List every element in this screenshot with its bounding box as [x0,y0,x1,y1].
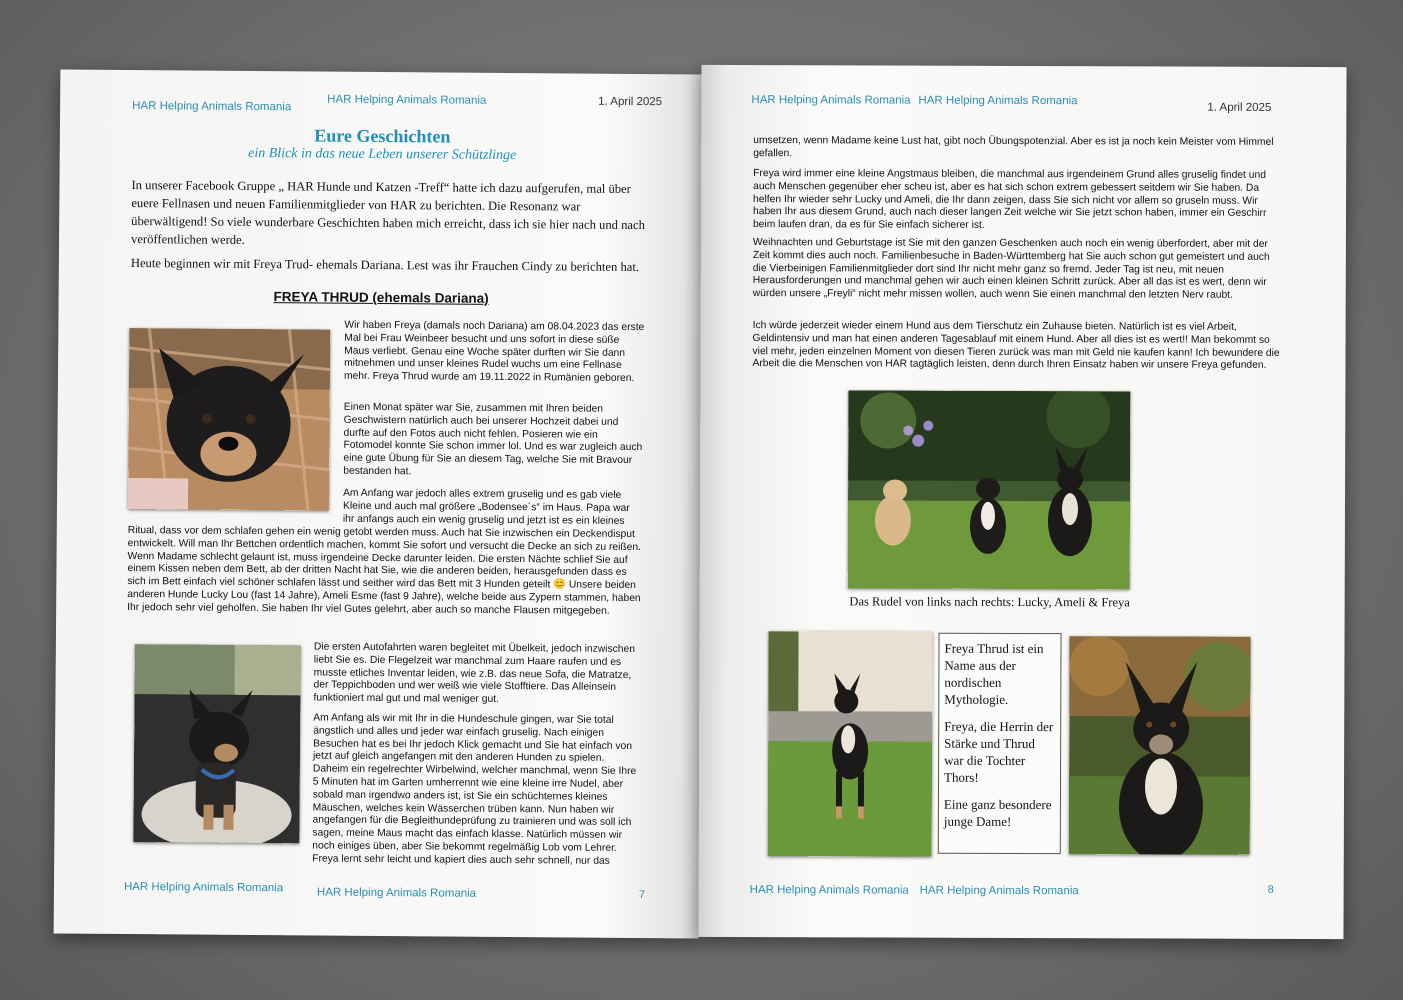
info-box-text-3: Eine ganz besondere junge Dame! [943,796,1052,829]
left-page [54,69,706,938]
right-paragraph-2: Freya wird immer eine kleine Angstmaus bleiben, die manchmal aus irgendeinem Grund alles gruselig findet und auch Menschen gegenüber eher scheu ist, aber es hat sich schon extrem gebessert seitdem wir Sie haben. Da helfen Ihr wieder sehr Lucky und Ameli, die Ihr dann zeigen, dass Sie sich nicht vor allem so gruseln muss. Wir haben Ihr aus diesem Grund, auch nach dieser langen Zeit welche wir Sie jetzt schon haben, immer ein Geschirr beim laufen dran, da es für Sie einfach sicherer ist. [752,168,1267,232]
story-paragraph-2: Einen Monat später war Sie, zusammen mit Ihren beiden Geschwistern natürlich auch bei unserer Hochzeit dabei und durfte auf den Fotos auch nicht fehlen. Posieren wie ein Fotomodel konnte Sie schon immer lol. Und es war zugleich auch eine gute Übung für Sie an diesem Tag, welche Sie mit Bravour bestanden hat. [343,401,643,478]
page-subtitle: ein Blick in das neue Leben unserer Schützlinge [248,145,517,164]
right-paragraph-4: Ich würde jederzeit wieder einem Hund aus dem Tierschutz ein Zuhause bieten. Natürlich ist es viel Arbeit, Geldintensiv und man hat einen anderen Tagesablauf mit einem Hund. Aber all dies ist es wert!! Man bekommt so viel mehr, jeden einzelnen Moment von diesen Tieren zurück was man mit Geld nie kaufen kann! Ich bewundere die Arbeit die die Menschen von HAR tagtäglich leisten, denn durch Ihren Einsatz haben wir unsere Freya gefunden. [752,320,1280,372]
story-paragraph-3b: Ritual, dass vor dem schlafen gehen ein wenig getobt werden muss. Auch hat Sie inzwischen ein Deckendisput entwickelt. Will man Ihr Bettchen ordentlich machen, kommt Sie sofort und versucht die Decke an sich zu reißen. Wenn Madame schlecht gelaunt ist, muss irgendeine Decke darunter leiden. Die ersten Nächte schlief Sie auf einem Kissen neben dem Bett, ab der dritten Nacht hat Sie, wie die anderen beiden, herausgefunden dass es sich im Bett einfach viel schöner schlafen lässt und seither wird das Bett mit 3 Hunden geteilt 😊 Unsere beiden anderen Hunde Lucky Lou (fast 14 Jahre), Ameli Esme (fast 9 Jahre), welche beide aus Zypern stammen, haben Ihr jedoch sehr viel geholfen. Sie haben Ihr viel Gutes gelehrt, aber auch so manche Flausen mitgegeben. [127,525,642,617]
left-date: 1. April 2025 [598,95,663,109]
right-footer-1: HAR Helping Animals Romania [749,884,909,897]
intro-paragraph-2: Heute beginnen wir mit Freya Trud- ehemals Dariana. Lest was ihr Frauchen Cindy zu berichten hat. [130,256,640,275]
left-footer-1: HAR Helping Animals Romania [123,881,284,895]
story-paragraph-5: Am Anfang als wir mit Ihr in die Hundeschule gingen, war Sie total ängstlich und alles und jeder war einfach gruselig. Nach einigen Besuchen hat es bei Ihr jedoch Klick gemacht und Sie hat einfach von jetzt auf gleich angefangen mit den anderen Hunden zu spielen. Daheim ein regelrechter Wirbelwind, welcher manchmal, wenn Sie Ihre 5 Minuten hat im Garten umherrennt wie eine kleine irre Nudel, aber sobald man irgendwo anders ist, ist Sie ein schüchternes kleines Mäuschen, welches kein Wässerchen trüben kann. Nun haben wir angefangen für die Begleithundeprüfung zu trainieren und was soll ich sagen, meine Maus macht das einfach klasse. Natürlich müssen wir noch einiges üben, aber Sie bekommt regelmäßig Lob vom Lehrer. Freya lernt sehr leicht und kapiert dies auch sehr schnell, nur das [312,712,637,867]
left-header-1: HAR Helping Animals Romania [132,100,292,114]
left-header-2: HAR Helping Animals Romania [327,93,487,107]
left-footer-2: HAR Helping Animals Romania [316,886,477,900]
right-page-number: 8 [1267,883,1274,896]
right-header-1: HAR Helping Animals Romania [751,94,911,107]
dog-pack-photo [848,390,1131,589]
page-title: Eure Geschichten [314,125,451,147]
puppy-photo [128,328,330,511]
puppy-car-photo [133,644,301,843]
right-header-2: HAR Helping Animals Romania [918,94,1078,108]
story-heading: FREYA THRUD (ehemals Dariana) [273,289,489,306]
intro-paragraph-1: In unserer Facebook Gruppe „ HAR Hunde und Katzen -Treff“ hatte ich dazu aufgerufen, mal über euere Fellnasen und neuen Familienmitglieder von HAR zu berichten. Die Resonanz war überwältigend! So viele wunderbare Geschichten haben mich erreicht, dass ich sie hier nach und nach veröffentlichen werde. [131,178,645,247]
photo-caption: Das Rudel von links nach rechts: Lucky, Ameli & Freya [849,594,1130,610]
freya-portrait-photo [1069,636,1251,855]
info-box-text-2: Freya, die Herrin der Stärke und Thrud war die Tochter Thors! [944,718,1054,785]
right-paragraph-1: umsetzen, wenn Madame keine Lust hat, gibt noch Übungspotenzial. Aber es ist ja noch kein Meister vom Himmel gefallen. [753,135,1274,159]
story-paragraph-4: Die ersten Autofahrten waren begleitet mit Übelkeit, jedoch inzwischen liebt Sie es. Die Flegelzeit war manchmal zum Haare raufen und es musste etliches Inventar leiden, wie z.B. das neue Sofa, die Matratze, der Teppichboden und wer weiß wie viele Stofftiere. Das Alleinsein funktioniert mal gut und mal weniger gut. [313,641,636,706]
freya-standing-photo [768,631,933,857]
right-footer-2: HAR Helping Animals Romania [919,884,1079,898]
right-date: 1. April 2025 [1207,101,1272,114]
right-page [698,65,1346,939]
right-paragraph-3: Weihnachten und Geburtstage ist Sie mit den ganzen Geschenken auch noch ein wenig überfordert, aber mit der Zeit kommt dies auch noch. Familienbesuche in Baden-Württemberg hat Sie auch schon gut gemeistert und auch die Vierbeinigen Familienmitglieder dort sind Ihr nicht mehr ganz so fremd. Jeder Tag ist neu, mit neuen Herausforderungen und manchmal gehen wir auch einen kleinen Schritt zurück. Aber all das ist es wert, denn wir würden unsere „Freyli“ nicht mehr missen wollen, auch wenn Sie einen manchmal den letzten Nerv raubt. [752,237,1270,301]
story-paragraph-1: Wir haben Freya (damals noch Dariana) am 08.04.2023 das erste Mal bei Frau Weinbeer besucht und uns sofort in diese süße Maus verliebt. Genau eine Woche später durften wir Sie dann mitnehmen und unser kleines Rudel wuchs um eine Fellnase mehr. Freya Thrud wurde am 19.11.2022 in Rumänien geboren. [343,319,645,385]
story-paragraph-3a: Am Anfang war jedoch alles extrem gruselig und es gab viele Kleine und auch mal größere „Bodensee´s“ im Haus. Papa war ihr anfangs auch ein wenig gruselig und jetzt ist es ein kleines [342,487,630,527]
left-page-number: 7 [638,889,646,902]
info-box [938,633,1062,854]
info-box-text-1: Freya Thrud ist ein Name aus der nordischen Mythologie. [944,640,1044,707]
